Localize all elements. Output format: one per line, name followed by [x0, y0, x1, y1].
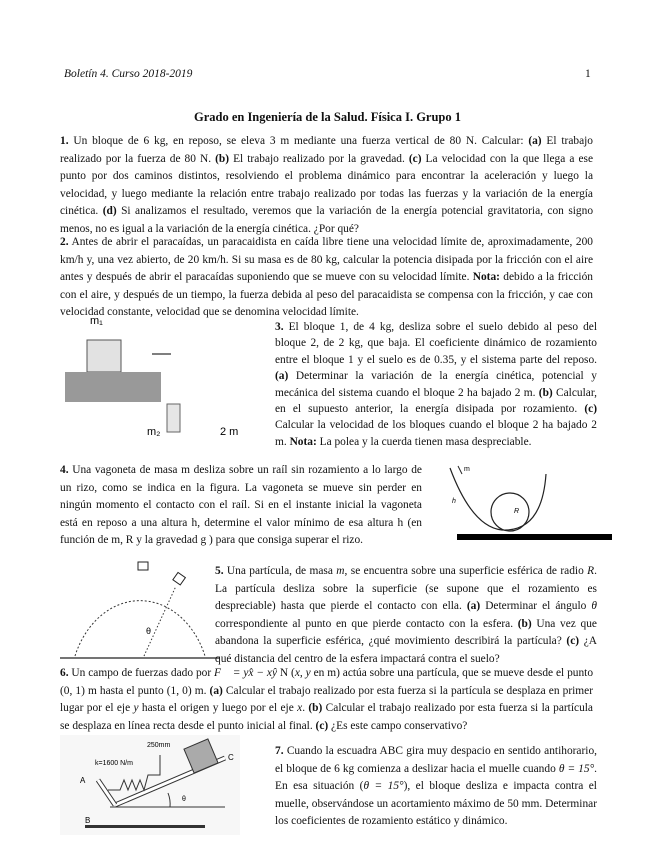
text-run: El bloque 1, de 4 kg, desliza sobre el suelo debido al peso del bloque 2, de 2 kg, que baja. El coeficiente dinámico de rozamiento entre el bloque 1 y el suelo es de 0.35, y el sistema parte del reposo.: [275, 321, 597, 366]
text-run: θ: [591, 600, 597, 613]
text-run: (b): [517, 617, 532, 630]
problem-2: [60, 234, 593, 322]
problem-4: [60, 462, 422, 550]
label-distance: 250mm: [147, 742, 171, 749]
text-run: ¿Es este campo conservativo?: [328, 719, 468, 732]
text-run: . La partícula desliza sobre la superficie (se supone que el rozamiento es despreciable) hasta que pierde el contacto con ella.: [215, 565, 597, 613]
text-run: y: [133, 702, 139, 715]
text-run: Si analizamos el resultado, veremos que la variación de la energía potencial gravitatoria, con signo menos, no es igual a la variación de la energía cinética. ¿Por qué?: [60, 205, 594, 235]
label-R: R: [514, 508, 520, 515]
figure-sphere: [60, 560, 220, 660]
label-A: A: [80, 776, 86, 785]
label-B: B: [85, 816, 91, 825]
text-run: Calcular el trabajo realizado por esta fuerza si la partícula se desplaza en línea recta desde el punto inicial al final.: [60, 702, 593, 732]
text-run: Nota:: [472, 271, 500, 284]
text-run: θ = 15°: [363, 780, 404, 793]
text-run: (d): [102, 205, 117, 218]
text-run: (a): [275, 370, 289, 383]
text-run: La velocidad con la que llega a ese punto por dos caminos distintos, resolviendo el problema dinámico para encontrar la aceleración y luego la velocidad, y luego mediante la relación entre trabajo realizado por todas las fuerzas y la variación de la energía cinética.: [60, 152, 593, 218]
text-run: (b): [215, 152, 230, 165]
problem-number: 4.: [60, 464, 69, 476]
text-run: (c): [408, 152, 422, 165]
problem-number: 7.: [275, 745, 284, 757]
text-run: .: [302, 702, 309, 715]
figure-incline-spring: [60, 735, 240, 835]
problem-number: 3.: [275, 321, 284, 333]
text-run: La polea y la cuerda tienen masa despreciable.: [316, 435, 532, 448]
label-spring-constant: k=1600 N/m: [95, 760, 133, 767]
text-run: N (: [277, 667, 295, 679]
text-run: (c): [566, 635, 580, 648]
text-run: Una vez que abandona la superficie esférica, ¿qué movimiento describirá la partícula?: [215, 617, 597, 648]
problem-1: [60, 133, 593, 239]
label-m1: m₁: [90, 315, 103, 327]
text-run: Nota:: [289, 435, 317, 448]
text-run: m: [336, 565, 345, 577]
problem-number: 5.: [215, 565, 224, 577]
text-run: (a): [466, 600, 481, 613]
text-run: . En esa situación (: [275, 762, 597, 793]
problem-3: [275, 319, 597, 450]
problem-5: [215, 563, 597, 669]
page-number: 1: [585, 68, 591, 80]
text-run: x: [297, 702, 303, 715]
text-run: Un campo de fuerzas dado por: [68, 667, 215, 679]
label-C: C: [228, 753, 234, 762]
text-run: El trabajo realizado por la gravedad.: [229, 152, 409, 165]
text-run: ), el bloque desliza e impacta contra el muelle, observándose un acortamiento máximo de 50 mm. Determinar los coeficientes de rozamiento estático y dinámico.: [275, 780, 597, 828]
label-theta: θ: [146, 626, 152, 636]
header-course: Boletín 4. Curso 2018-2019: [64, 68, 193, 80]
problem-number: 6.: [60, 667, 69, 679]
text-run: Calcular la velocidad de los bloques cuando el bloque 2 ha bajado 2 m.: [275, 419, 597, 448]
problem-number: 1.: [60, 135, 69, 147]
text-run: (b): [538, 386, 553, 399]
text-run: Calcular el trabajo realizado por esta fuerza si la partícula se desplaza en primer lugar por el eje: [60, 684, 593, 715]
page-title: Grado en Ingeniería de la Salud. Física I. Grupo 1: [193, 110, 462, 124]
label-m2: m₂: [147, 426, 161, 438]
text-run: debido a la fricción con el aire, y después de un tiempo, la fuerza debida al peso del paracaidista se compensa con la fricción, y cae con velocidad constante, velocidad que se denomina velocidad límite.: [60, 271, 593, 319]
figure-blocks-pulley: [60, 312, 260, 447]
text-run: F⃗ = yx̂ − xŷ: [214, 667, 278, 679]
text-run: Cuando la escuadra ABC gira muy despacio en sentido antihorario, el bloque de 6 kg comienza a deslizar hacia el muelle cuando: [275, 745, 597, 775]
text-run: Una partícula, de masa: [223, 565, 337, 577]
text-run: Calcular, en el supuesto anterior, la energía disipada por rozamiento.: [275, 386, 597, 416]
text-run: θ = 15°: [558, 762, 595, 775]
text-run: (a): [209, 684, 223, 697]
text-run: (a): [528, 135, 542, 147]
text-run: Un bloque de 6 kg, en reposo, se eleva 3 m mediante una fuerza vertical de 80 N. Calcular:: [68, 135, 529, 147]
text-run: R: [587, 565, 595, 577]
text-run: correspondiente al punto en que pierde contacto con la esfera.: [215, 617, 518, 630]
text-run: en m) actúa sobre una partícula, que se mueve desde el punto (0, 1) m hasta el punto (1, 0) m.: [60, 667, 594, 697]
text-run: ¿A qué distancia del centro de la esfera impactará contra el suelo?: [215, 635, 597, 665]
text-run: (c): [584, 403, 597, 416]
text-run: hasta el origen y luego por el eje: [138, 702, 298, 715]
text-run: Determinar la variación de la energía cinética, potencial y mecánica del sistema cuando el bloque 2 ha bajado 2 m.: [275, 370, 597, 399]
label-m: m: [464, 466, 470, 473]
problem-7: [275, 743, 597, 831]
figure-loop-track: [410, 462, 615, 542]
label-theta: θ: [182, 796, 186, 803]
text-run: Determinar el ángulo: [480, 600, 592, 613]
text-run: Antes de abrir el paracaídas, un paracaidista en caída libre tiene una velocidad límite de, aproximadamente, 200 km/h y, una vez abierto, de 20 km/h. Si su masa es de 80 kg, calcular la potencia disipada por la fricción con el aire antes y después de abrir el paracaídas suponiendo que se mueve con su velocidad límite.: [60, 236, 593, 284]
text-run: El trabajo realizado por la fuerza de 80 N.: [60, 135, 593, 165]
text-run: (b): [308, 702, 323, 715]
text-run: , se encuentra sobre una superficie esférica de radio: [344, 565, 588, 577]
text-run: x, y: [294, 667, 311, 679]
label-h: h: [452, 498, 456, 505]
text-run: Una vagoneta de masa m desliza sobre un raíl sin rozamiento a lo largo de un rizo, como se indica en la figura. La vagoneta se mueve sin perder en ningún momento el contacto con el raíl. Si en el instante inicial la vagoneta está en reposo a una altura h, determine el valor mínimo de esa altura h (en función de m, R y la gravedad g ) para que consiga superar el rizo.: [60, 464, 422, 547]
problem-number: 2.: [60, 236, 69, 248]
problem-6: [60, 665, 593, 735]
text-run: (c): [315, 719, 329, 732]
label-height: 2 m: [220, 426, 239, 438]
